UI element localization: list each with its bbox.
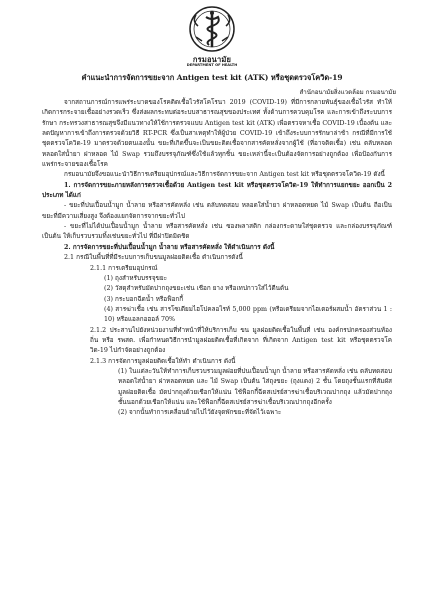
section-2-1: 2.1 กรณีในพื้นที่ที่มีระบบการเก็บขนมูลฝอยติดเชื้อ ดำเนินการดังนี้	[64, 254, 243, 262]
department-name-english: DEPARTMENT OF HEALTH	[186, 63, 238, 67]
section-1-heading: 1. การจัดการขยะภายหลังการตรวจเชื้อด้วย Antigen test kit หรือชุดตรวจโควิด-19 ให้ทำการแยกขยะ ออกเป็น 2 ประเภท ได้แก่	[42, 181, 392, 200]
procedure-paragraph-2: (2) จากนั้นทำการเคลื่อนย้ายไปไว้ยังจุดพักขยะที่จัดไว้เฉพาะ	[118, 409, 282, 417]
intro-paragraph-1: จากสถานการณ์การแพร่ระบาดของโรคติดเชื้อไวรัสโคโรนา 2019 (COVID-19) ที่มีการกลายพันธุ์ของเชื้อไวรัส ทำให้เกิดการกระจายเชื้ออย่างรวดเร็ว ซึ่งส่งผลกระทบต่อระบบสาธารณสุขของประเทศ ทั้งด้านการควบคุมโรค และการเข้าถึงระบบการรักษา กระทรวงสาธารณสุขจึงมีแนวทางให้ใช้การตรวจแบบ Antigen test kit (ATK) เพื่อตรวจหาเชื้อ COVID-19 เบื้องต้น และลดปัญหาการเข้าถึงการตรวจด้วยวิธี RT-PCR ซึ่งเป็นสาเหตุทำให้ผู้ป่วย COVID-19 เข้าถึงระบบการรักษาล่าช้า กรณีที่มีการใช้ชุดตรวจโควิด-19 มาตรวจด้วยตนเองนั้น ขยะที่เกิดขึ้นจะเป็นขยะติดเชื้อจากสารคัดหลั่งจากผู้ใช้ (ที่อาจติดเชื้อ) เช่น ตลับหลอด หลอดใส่น้ำยา ฝาหลอด ไม้ Swap รวมถึงบรรจุภัณฑ์ซึ่งใช้แล้วทุกชิ้น ขยะเหล่านี้จะเป็นต้องจัดการอย่างถูกต้อง เพื่อป้องกันการแพร่กระจายของเชื้อโรค	[42, 99, 392, 169]
section-2-1-1: 2.1.1 การเตรียมอุปกรณ์	[90, 264, 158, 272]
issuing-office: สำนักอนามัยสิ่งแวดล้อม กรมอนามัย	[299, 89, 396, 96]
equipment-item-4: (4) สารฆ่าเชื้อ เช่น สารโซเดียมไฮโปคลอไรท์ 5,000 ppm (หรือเตรียมจากไฮเตอร์ผสมน้ำ อัตราส่วน 1 : 10) หรือแอลกอฮอล์ 70%	[104, 305, 392, 324]
section-2-1-3: 2.1.3 การจัดการมูลฝอยติดเชื้อให้ทำ ดำเนินการ ดังนี้	[90, 357, 236, 365]
procedure-paragraph-1: (1) ในแต่ละวันให้ทำการเก็บรวบรวมมูลฝอยที่ปนเปื้อนน้ำมูก น้ำลาย หรือสารคัดหลั่ง เช่น ตลับทดสอบ หลอดใส่น้ำยา ฝาหลอดหยด และ ไม้ Swap เป็นต้น ใส่ถุงขยะ (ถุงแดง) 2 ชั้น โดยถุงชั้นแรกที่สัมผัสมูลฝอยติดเชื้อ มัดปากถุงด้วยเชือกให้แน่น ใช้ฟ็อกกี้ฉีดสเปรย์สารฆ่าเชื้อบริเวณปากถุง แล้วมัดปากถุงชั้นนอกด้วยเชือกให้แน่น และใช้ฟ็อกกี้ฉีดสเปรย์สารฆ่าเชื้อบริเวณปากถุงอีกครั้ง	[118, 367, 392, 406]
department-of-health-emblem	[187, 6, 237, 54]
document-body	[42, 98, 392, 419]
department-name-thai: กรมอนามัย	[192, 55, 232, 64]
section-2-1-2: 2.1.2 ประสานไปยังหน่วยงานที่ทำหน้าที่ให้บริการเก็บ ขน มูลฝอยติดเชื้อในพื้นที่ เช่น องค์กรปกครองส่วนท้องถิ่น หรือ รพสต. เพื่อกำหนดวิธีการนำมูลฝอยติดเชื้อที่เกิดจาก ที่เกิดจาก Antigen test kit หรือชุดตรวจโควิด-19 ไปกำจัดอย่างถูกต้อง	[90, 326, 392, 355]
section-1-item-1: - ขยะที่ปนเปื้อนน้ำมูก น้ำลาย หรือสารคัดหลั่ง เช่น ตลับทดสอบ หลอดใส่น้ำยา ฝาหลอดหยด ไม้ Swap เป็นต้น ถือเป็นขยะที่มีความเสี่ยงสูง จึงต้องแยกจัดการจากขยะทั่วไป	[42, 202, 392, 220]
document-title: คำแนะนำการจัดการขยะจาก Antigen test kit (ATK) หรือชุดตรวจโควิด-19	[81, 73, 343, 82]
equipment-item-3: (3) กระบอกฉีดน้ำ หรือฟ็อกกี้	[104, 295, 184, 303]
equipment-item-2: (2) วัสดุสำหรับมัดปากถุงขยะเช่น เชือก ยาง หรือเทปกาวใส่ไว้ตีนต้น	[104, 285, 289, 293]
section-2-heading: 2. การจัดการขยะที่ปนเปื้อนน้ำมูก น้ำลาย หรือสารคัดหลั่ง ให้ดำเนินการ ดังนี้	[64, 243, 275, 251]
section-1-item-2: - ขยะที่ไม่ได้ปนเปื้อนน้ำมูก น้ำลาย หรือสารคัดหลั่ง เช่น ซองพลาสติก กล่องกระดาษใส่ชุดตรวจ และกล่องบรรจุภัณฑ์ เป็นต้น ให้เก็บรวบรวมทิ้งเช่นขยะทั่วไป ที่มีฝาปิดมิดชิด	[42, 223, 392, 241]
intro-paragraph-2: กรมอนามัยจึงขอแนะนำวิธีการเตรียมอุปกรณ์และวิธีการจัดการขยะจาก Antigen test kit หรือชุดตรวจโควิด-19 ดังนี้	[64, 171, 385, 179]
equipment-item-1: (1) ถุงสำหรับบรรจุขยะ	[104, 274, 168, 282]
